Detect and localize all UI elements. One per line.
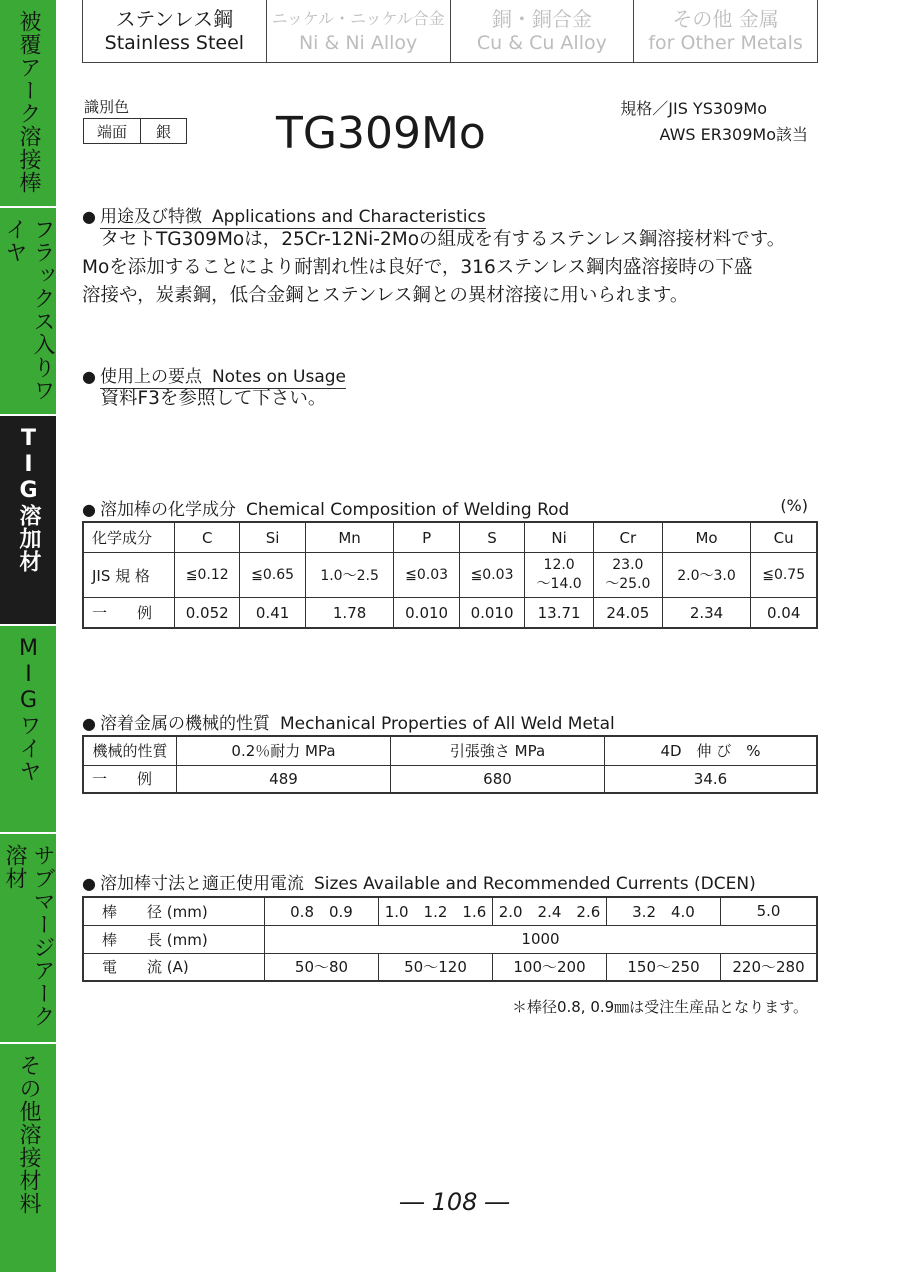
table-header-cell: 化学成分 (83, 522, 175, 553)
table-cell: 50〜120 (379, 953, 493, 981)
table-cell: 12.0 〜14.0 (525, 553, 594, 598)
table-header-cell: C (175, 522, 240, 553)
sidebar-tab-label: その他溶接材料 (16, 1054, 41, 1215)
applications-heading (82, 202, 486, 227)
table-row-label: 電 流 (A) (83, 953, 265, 981)
table-cell: 150〜250 (607, 953, 721, 981)
table-header-cell: 機械的性質 (83, 736, 177, 765)
category-en-label: Ni & Ni Alloy (298, 32, 418, 54)
table-row (83, 897, 817, 925)
table-cell: 680 (391, 765, 605, 793)
table-cell: 13.71 (525, 598, 594, 629)
table-cell: 3.2 4.0 (607, 897, 721, 925)
table-header-cell: 引張強さ MPa (391, 736, 605, 765)
table-cell: 34.6 (605, 765, 818, 793)
table-cell: 2.34 (662, 598, 751, 629)
table-row (83, 553, 817, 598)
table-header-cell: S (459, 522, 524, 553)
table-cell: 100〜200 (493, 953, 607, 981)
table-cell: 220〜280 (721, 953, 818, 981)
table-cell: 2.0 2.4 2.6 (493, 897, 607, 925)
mechanical-table (82, 735, 818, 794)
identification-position: 端面 (84, 119, 141, 143)
category-jp-label: その他 金属 (672, 7, 779, 31)
heading-jp: 溶加棒の化学成分 (99, 500, 236, 520)
sidebar-tab-label: TIG溶加材 (16, 426, 41, 573)
sidebar-tab-label: 被覆アーク溶接棒 (16, 10, 41, 194)
sidebar-tab-tig-filler[interactable] (0, 416, 56, 626)
usage-text: 資料F3を参照して下さい。 (82, 388, 327, 409)
category-jp-label: ステンレス鋼 (115, 7, 234, 31)
chemical-table (82, 521, 818, 629)
table-header-cell: 4D 伸 び % (605, 736, 818, 765)
table-row-label: JIS 規 格 (83, 553, 175, 598)
bullet-icon: ● (82, 874, 96, 893)
category-en-label: Cu & Cu Alloy (476, 32, 607, 54)
bullet-icon: ● (82, 714, 96, 733)
sizes-heading (82, 869, 756, 894)
spec-jis: 規格／JIS YS309Mo (620, 99, 767, 118)
chemical-unit: (%) (780, 496, 808, 515)
table-cell: 1000 (265, 925, 818, 953)
heading-jp: 溶加棒寸法と適正使用電流 (99, 874, 304, 894)
table-cell: ≦0.03 (394, 553, 459, 598)
page-number: ― 108 ― (400, 1188, 510, 1216)
sidebar-tab-submerged-arc[interactable] (0, 834, 56, 1044)
spec-aws: AWS ER309Mo該当 (659, 125, 808, 144)
table-row-label: 一 例 (83, 598, 175, 629)
table-header-cell: Mn (305, 522, 394, 553)
mechanical-heading (82, 709, 615, 734)
table-cell: 0.010 (459, 598, 524, 629)
table-header-cell: Cu (751, 522, 817, 553)
table-cell: ≦0.12 (175, 553, 240, 598)
table-cell: 1.0〜2.5 (305, 553, 394, 598)
sidebar-tab-flux-cored-wire[interactable] (0, 208, 56, 416)
table-cell: 1.0 1.2 1.6 (379, 897, 493, 925)
table-header-cell: P (394, 522, 459, 553)
bullet-icon: ● (82, 500, 96, 519)
applications-text (82, 226, 822, 310)
identification-label: 識別色 (84, 98, 130, 116)
table-cell: 0.8 0.9 (265, 897, 379, 925)
table-row-label: 一 例 (83, 765, 177, 793)
table-row-label: 棒 長 (mm) (83, 925, 265, 953)
identification-box (83, 118, 187, 144)
category-jp-label: ニッケル・ニッケル合金 (271, 9, 445, 28)
table-cell: 0.052 (175, 598, 240, 629)
sidebar-tab-other-materials[interactable] (0, 1044, 56, 1272)
heading-jp: 用途及び特徴 (99, 207, 202, 227)
table-cell: ≦0.65 (240, 553, 305, 598)
table-cell: 0.010 (394, 598, 459, 629)
table-header-row (83, 736, 817, 765)
heading-jp: 使用上の要点 (99, 367, 202, 387)
category-tab-stainless[interactable] (83, 0, 266, 62)
bullet-icon: ● (82, 367, 96, 386)
heading-en: Sizes Available and Recommended Currents (DCEN) (313, 874, 756, 894)
heading-en: Chemical Composition of Welding Rod (245, 500, 570, 520)
category-jp-label: 銅・銅合金 (491, 7, 592, 31)
category-en-label: for Other Metals (648, 32, 803, 54)
sidebar-tab-label: MIGワイヤ (16, 636, 41, 783)
table-row (83, 953, 817, 981)
table-header-cell: Si (240, 522, 305, 553)
table-header-cell: 0.2％耐力 MPa (177, 736, 391, 765)
table-cell: 0.04 (751, 598, 817, 629)
table-row (83, 925, 817, 953)
table-cell: 0.41 (240, 598, 305, 629)
table-cell: 489 (177, 765, 391, 793)
sidebar-tab-mig-wire[interactable] (0, 626, 56, 834)
table-row-label: 棒 径 (mm) (83, 897, 265, 925)
heading-en: Applications and Characteristics (211, 207, 486, 227)
product-name: TG309Mo (276, 108, 486, 159)
applications-line: 溶接や，炭素鋼，低合金鋼とステンレス鋼との異材溶接に用いられます。 (82, 285, 689, 306)
category-tabs (82, 0, 818, 63)
applications-line: Moを添加することにより耐割れ性は良好で，316ステンレス鋼肉盛溶接時の下盛 (82, 257, 753, 278)
category-en-label: Stainless Steel (104, 32, 245, 54)
sidebar (0, 0, 56, 1272)
table-header-cell: Ni (525, 522, 594, 553)
table-cell: 24.05 (593, 598, 662, 629)
category-tab-nickel[interactable] (266, 0, 450, 62)
category-tab-other-metals[interactable] (633, 0, 817, 62)
table-cell: 50〜80 (265, 953, 379, 981)
identification-color: 銀 (155, 122, 171, 141)
bullet-icon: ● (82, 207, 96, 226)
sizes-table (82, 896, 818, 982)
chemical-heading (82, 495, 569, 520)
category-tab-copper[interactable] (450, 0, 634, 62)
sizes-note: ＊棒径0.8, 0.9㎜は受注生産品となります。 (511, 998, 808, 1016)
heading-en: Notes on Usage (211, 367, 347, 387)
heading-en: Mechanical Properties of All Weld Metal (279, 714, 615, 734)
table-cell: 1.78 (305, 598, 394, 629)
table-header-cell: Mo (662, 522, 751, 553)
table-header-row (83, 522, 817, 553)
table-cell: 5.0 (721, 897, 818, 925)
table-row (83, 598, 817, 629)
sidebar-tab-label: サブマージアーク溶材 (2, 844, 55, 1028)
table-cell: 2.0〜3.0 (662, 553, 751, 598)
sidebar-tab-coated-electrode[interactable] (0, 0, 56, 208)
table-header-cell: Cr (593, 522, 662, 553)
table-cell: ≦0.75 (751, 553, 817, 598)
table-cell: ≦0.03 (459, 553, 524, 598)
table-cell: 23.0 〜25.0 (593, 553, 662, 598)
sidebar-tab-label: フラックス入りワイヤ (2, 218, 55, 402)
usage-heading (82, 362, 346, 387)
heading-jp: 溶着金属の機械的性質 (99, 714, 270, 734)
applications-line: タセトTG309Moは，25Cr-12Ni-2Moの組成を有するステンレス鋼溶接材料です。 (82, 229, 786, 250)
table-row (83, 765, 817, 793)
